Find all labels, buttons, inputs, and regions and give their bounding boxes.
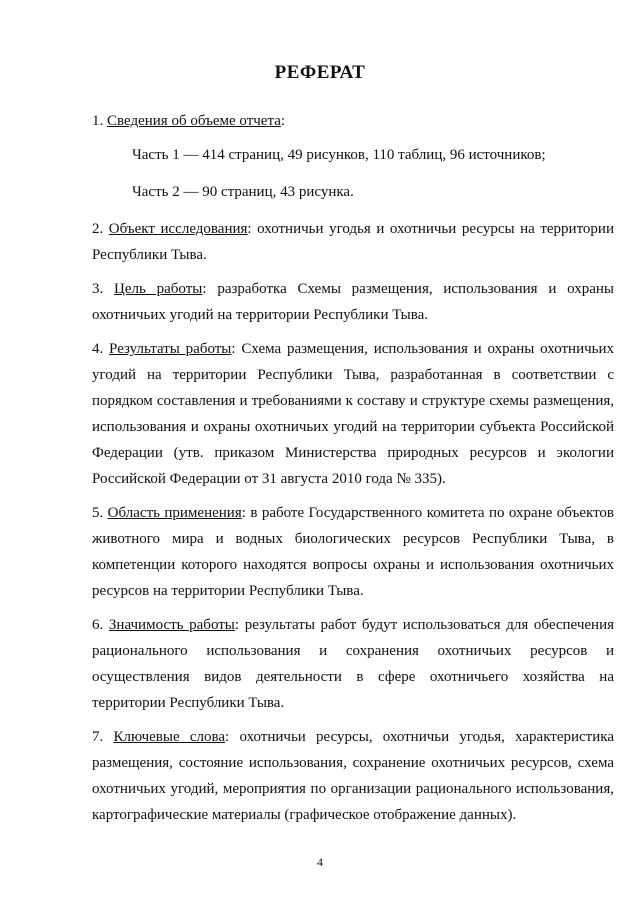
page-number: 4	[317, 855, 323, 869]
item-text: Схема размещения, использования и охраны охотничьих угодий на территории Республики Тыва, разработанная в соответствии с порядком составления и требованиями к составу и структуре схемы размещения, использования и охраны охотничьих угодий на территории субъекта Российской Федерации (утв. приказом Министерства природных ресурсов и экологии Российской Федерации от 31 августа 2010 года № 335).	[92, 341, 615, 487]
item-label: Результаты работы	[109, 341, 232, 357]
item-text: результаты работ будут использоваться для обеспечения рационального использования и сохранения охотничьих ресурсов и осуществления видов деятельности в сфере охотничьего хозяйства на территории Республики Тыва.	[92, 617, 614, 711]
item-separator: :	[280, 113, 286, 129]
item-label: Объект исследования	[108, 221, 248, 237]
abstract-content	[92, 108, 614, 836]
report-part-1: Часть 1 — 414 страниц, 49 рисунков, 110 таблиц, 96 источников;	[132, 147, 546, 163]
item-label: Область применения	[107, 505, 242, 521]
abstract-item-application	[92, 500, 614, 604]
item-label: Значимость работы	[108, 617, 235, 633]
abstract-item-goal	[92, 276, 614, 328]
item-text: в работе Государственного комитета по охране объектов животного мира и водных биологических ресурсов Республики Тыва, в компетенции которого находятся вопросы охраны и использования охотничьих ресурсов на территории Республики Тыва.	[92, 505, 615, 599]
item-number: 5.	[92, 505, 104, 521]
item-text: охотничьи угодья и охотничьи ресурсы на территории Республики Тыва.	[92, 221, 614, 263]
abstract-item-results	[92, 336, 614, 492]
item-label: Сведения об объеме отчета	[107, 113, 281, 129]
abstract-item-report-size	[92, 108, 614, 134]
abstract-item-keywords	[92, 724, 614, 828]
item-separator: :	[225, 729, 230, 745]
item-separator: :	[247, 221, 252, 237]
item-label: Ключевые слова	[113, 729, 226, 745]
item-separator: :	[234, 617, 240, 633]
item-number: 4.	[92, 341, 104, 357]
item-number: 3.	[92, 281, 104, 297]
item-number: 7.	[92, 729, 104, 745]
page-title: РЕФЕРАТ	[274, 62, 366, 83]
item-number: 6.	[92, 617, 104, 633]
item-label: Цель работы	[114, 281, 203, 297]
item-separator: :	[231, 341, 236, 357]
report-part-2: Часть 2 — 90 страниц, 43 рисунка.	[132, 184, 354, 200]
abstract-item-significance	[92, 612, 614, 716]
item-text: разработка Схемы размещения, использования и охраны охотничьих угодий на территории Республики Тыва.	[92, 281, 615, 323]
item-number: 1.	[92, 113, 104, 129]
abstract-item-research-object	[92, 216, 614, 268]
item-separator: :	[241, 505, 246, 521]
item-text: охотничьи ресурсы, охотничьи угодья, характеристика размещения, состояние использования, сохранение охотничьих ресурсов, схема охотничьих угодий, мероприятия по организации рационального использования, картографические материалы (графическое отображение данных).	[92, 729, 614, 823]
item-separator: :	[202, 281, 207, 297]
item-number: 2.	[92, 221, 104, 237]
